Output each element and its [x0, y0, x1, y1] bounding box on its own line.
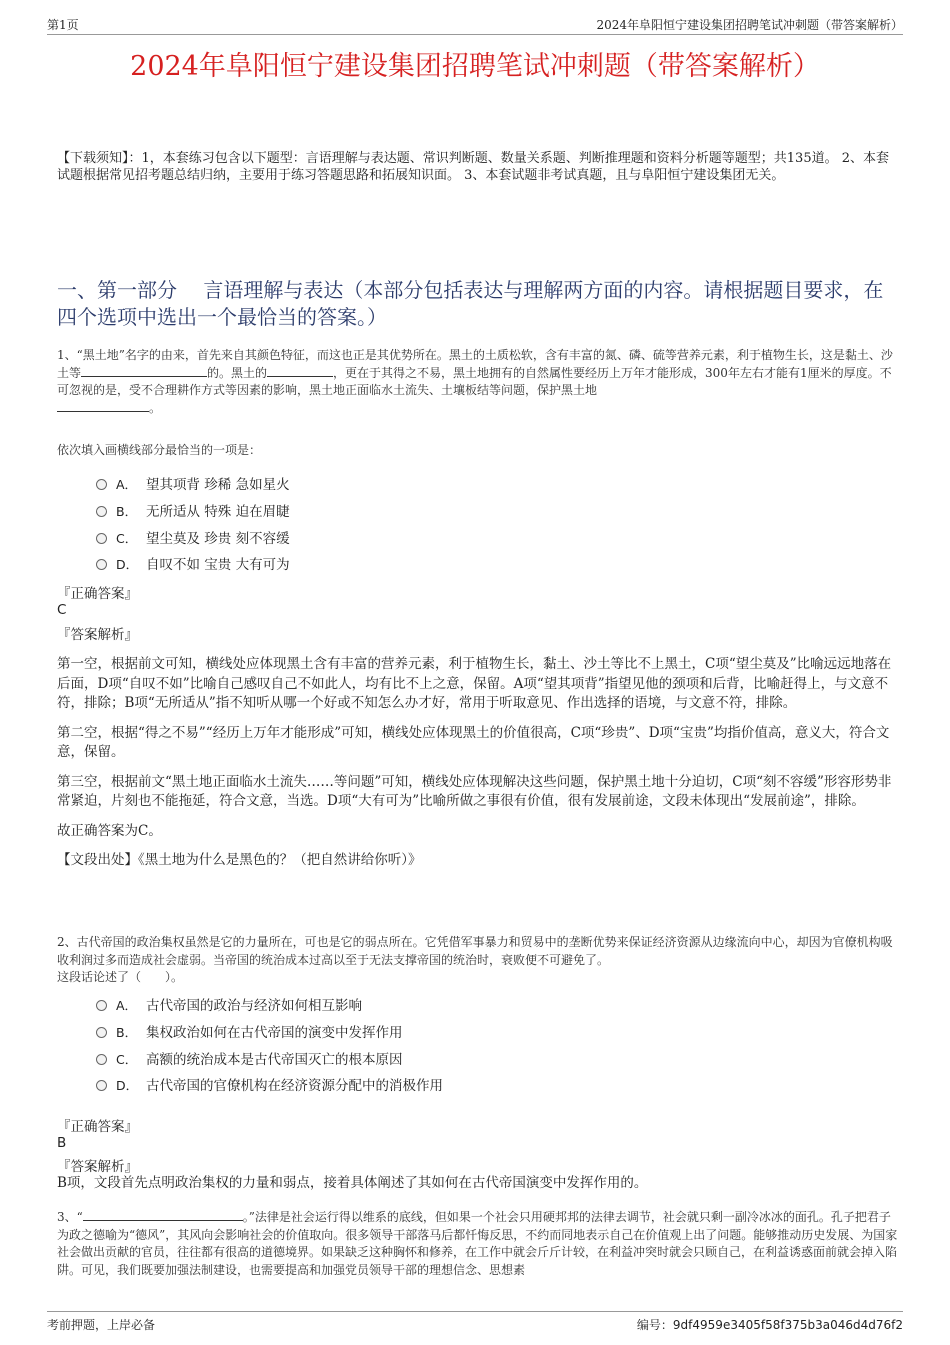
question-1-prompt: 依次填入画横线部分最恰当的一项是： [57, 443, 262, 457]
question-2-analysis: B项，文段首先点明政治集权的力量和弱点，接着具体阐述了其如何在古代帝国演变中发挥作用的。 [57, 1175, 648, 1191]
page-footer [47, 1311, 903, 1334]
question-1-options [96, 472, 290, 579]
radio-icon[interactable] [96, 506, 107, 517]
section-heading: 一、第一部分 言语理解与表达（本部分包括表达与理解两方面的内容。请根据题目要求，在四个选项中选出一个最恰当的答案。） [57, 278, 884, 329]
radio-icon[interactable] [96, 533, 107, 544]
q1-text-3: ，更在于其得之不易，黑土地拥有的自然属性要经历上万年才能形成，300年左右才能有1厘米的厚度。不可忽视的是，受不合理耕作方式等因素的影响，黑土地正面临水土流失、土壤板结等问题，保护黑土地 [57, 365, 892, 397]
download-notice: 【下载须知】：1，本套练习包含以下题型：言语理解与表达题、常识判断题、数量关系题、判断推理题和资料分析题等题型；共135道。 2、本套试题根据常见招考题总结归纳，主要用于练习答题思路和拓展知识面。 3、本套试题非考试真题，且与阜阳恒宁建设集团无关。 [57, 151, 889, 183]
footer-slogan: 考前押题，上岸必备 [47, 1318, 156, 1332]
radio-icon[interactable] [96, 1000, 107, 1011]
option-c[interactable]: C． 望尘莫及 珍贵 刻不容缓 [96, 526, 290, 553]
option-a[interactable]: A． 古代帝国的政治与经济如何相互影响 [96, 993, 443, 1020]
document-id: 编号：9df4959e3405f58f375b3a046d4d76f2 [636, 1318, 903, 1332]
option-c[interactable]: C． 高额的统治成本是古代帝国灭亡的根本原因 [96, 1047, 443, 1074]
q1-text-1: 1、“黑土地”名字的由来，首先来自其颜色特征，而这也正是其优势所在。黑土的土质松软，含有丰富的氮、磷、硫等营养元素，利于植物生长，这是黏土、沙土等 [57, 348, 893, 380]
radio-icon[interactable] [96, 479, 107, 490]
analysis-paragraph: 第二空，根据“得之不易”“经历上万年才能形成”可知，横线处应体现黑土的价值很高，C项“珍贵”、D项“宝贵”均指价值高，意义大，符合文意，保留。 [57, 724, 890, 760]
blank-2 [267, 365, 333, 377]
answer-value: C [57, 602, 67, 618]
radio-icon[interactable] [96, 1054, 107, 1065]
question-1-stem [57, 347, 900, 417]
option-a[interactable]: A． 望其项背 珍稀 急如星火 [96, 472, 290, 499]
q1-text-2: 的。黑土的 [207, 365, 268, 380]
radio-icon[interactable] [96, 559, 107, 570]
document-title: 2024年阜阳恒宁建设集团招聘笔试冲刺题（带答案解析） [130, 51, 820, 82]
option-d[interactable]: D． 古代帝国的官僚机构在经济资源分配中的消极作用 [96, 1073, 443, 1100]
question-2-stem: 2、古代帝国的政治集权虽然是它的力量所在，可也是它的弱点所在。它凭借军事暴力和贸易中的垄断优势来保证经济资源从边缘流向中心，却因为官僚机构吸收利润过多而造成社会虚弱。当帝国的统治成本过高以至于无法支撑帝国的统治时，衰败便不可避免了。 这段话论述了（ ）。 [57, 935, 893, 984]
analysis-paragraph: 第一空，根据前文可知，横线处应体现黑土含有丰富的营养元素，利于植物生长，黏土、沙土等比不上黑土，C项“望尘莫及”比喻远远地落在后面，D项“自叹不如”比喻自己感叹自己不如此人，均有比不上之意，保留。A项“望其项背”指望见他的颈项和后背，比喻赶得上，与文意不符，排除；B项“无所适从”指不知听从哪一个好或不知怎么办才好，常用于听取意见、作出选择的语境，与文意不符，排除。 [57, 656, 892, 711]
radio-icon[interactable] [96, 1080, 107, 1091]
question-1-analysis [57, 655, 900, 881]
analysis-paragraph: 故正确答案为C。 [57, 822, 162, 839]
question-2-options [96, 993, 443, 1100]
analysis-label: 『答案解析』 [57, 1159, 138, 1175]
option-b[interactable]: B． 集权政治如何在古代帝国的演变中发挥作用 [96, 1020, 443, 1047]
source-citation: 【文段出处】《黑土地为什么是黑色的？（把自然讲给你听）》 [57, 852, 422, 868]
blank-1 [81, 365, 207, 377]
option-b[interactable]: B． 无所适从 特殊 迫在眉睫 [96, 499, 290, 526]
page-number: 第1页 [47, 18, 79, 32]
page-header [47, 14, 903, 35]
header-doc-title: 2024年阜阳恒宁建设集团招聘笔试冲刺题（带答案解析） [596, 18, 903, 32]
analysis-label: 『答案解析』 [57, 627, 138, 643]
radio-icon[interactable] [96, 1027, 107, 1038]
answer-value: B [57, 1135, 67, 1151]
option-d[interactable]: D． 自叹不如 宝贵 大有可为 [96, 552, 290, 579]
answer-label: 『正确答案』 [57, 586, 138, 602]
blank-1 [83, 1209, 243, 1221]
analysis-paragraph: 第三空，根据前文“黑土地正面临水土流失……等问题”可知，横线处应体现解决这些问题，保护黑土地十分迫切，C项“刻不容缓”形容形势非常紧迫，片刻也不能拖延，符合文意，当选。D项“大有可为”比喻所做之事很有价值，很有发展前途，文段未体现出“发展前途”，排除。 [57, 773, 892, 809]
blank-3 [57, 400, 149, 412]
question-3-stem: 3、“ 。”法律是社会运行得以维系的底线，但如果一个社会只用硬邦邦的法律去调节，社会就只剩一副冷冰冰的面孔。孔子把君子为政之德喻为“德风”，其风向会影响社会的价值取向。很多领导干部落马后都忏悔反思，不约而同地表示自己在价值观上出了问题。能够推动历史发展、为国家社会做出贡献的官员，往往都有很高的道德境界。如果缺乏这种胸怀和修养，在工作中就会斤斤计较，在利益冲突时就会只顾自己，在利益诱惑面前就会掉入陷阱。可见，我们既要加强法制建设，也需要提高和加强党员领导干部的理想信念、思想素 [57, 1210, 898, 1277]
q1-text-4: 。 [149, 400, 162, 415]
answer-label: 『正确答案』 [57, 1119, 138, 1135]
